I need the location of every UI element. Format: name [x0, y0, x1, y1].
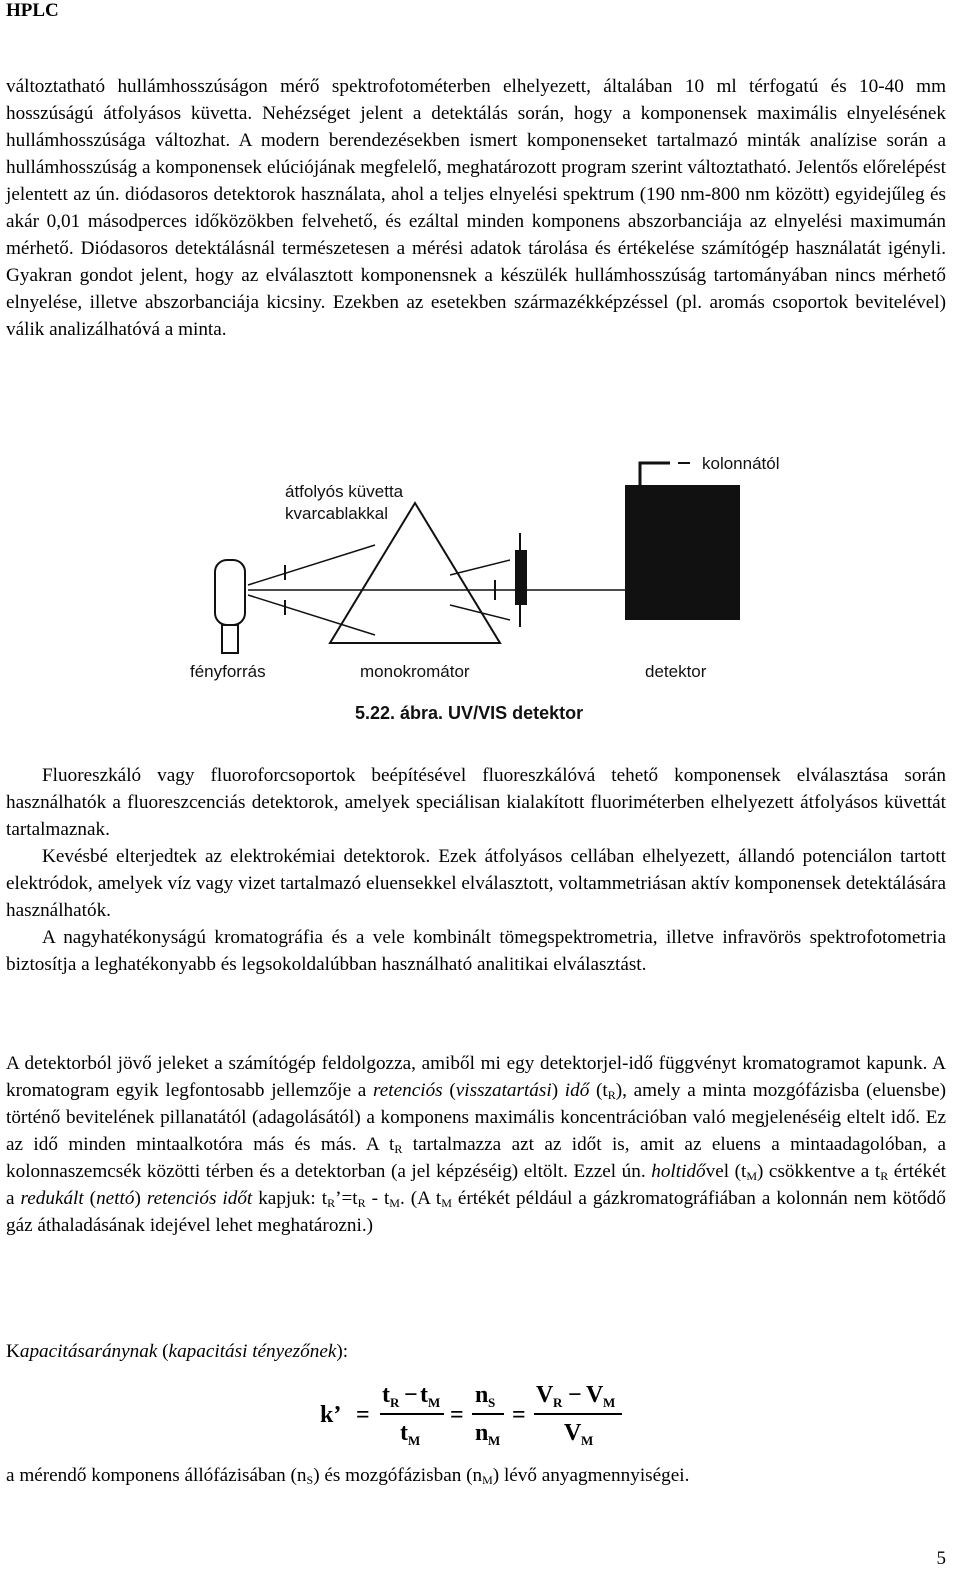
formula-num-vm-sub: M	[603, 1395, 616, 1410]
formula-den-nm: n	[475, 1420, 489, 1446]
label-monochromator: monokromátor	[360, 662, 470, 681]
formula-den-vm: V	[564, 1420, 582, 1446]
column-tube	[640, 463, 670, 485]
capacity-heading	[6, 1338, 946, 1365]
formula-minus-2: −	[568, 1382, 582, 1408]
label-cuvette-line1: átfolyós küvetta	[285, 482, 404, 501]
exit-beam-lower	[450, 605, 510, 620]
running-header: HPLC	[6, 0, 59, 21]
capacity-factor-formula	[320, 1378, 640, 1448]
label-cuvette-line2: kvarcablakkal	[285, 504, 388, 523]
formula-den-tm: t	[400, 1420, 408, 1446]
label-detector: detektor	[645, 662, 707, 681]
formula-graphic	[320, 1378, 640, 1448]
formula-lhs: k’	[320, 1402, 342, 1428]
light-source-bulb	[215, 560, 245, 625]
prism	[330, 503, 500, 643]
formula-eq-3: =	[512, 1402, 526, 1428]
page-number: 5	[936, 1548, 946, 1569]
formula-den-vm-sub: M	[581, 1433, 594, 1448]
heading-capacity-factor: Kapacitásaránynak (kapacitási tényezőnek):	[6, 1341, 349, 1362]
body-paragraph-retention	[6, 1050, 946, 1239]
formula-den-nm-sub: M	[488, 1433, 501, 1448]
formula-eq-2: =	[450, 1402, 464, 1428]
paragraph-mass-spec: A nagyhatékonyságú kromatográfia és a vele kombinált tömegspektrometria, illetve infravörös spektrofotometria biztosítja a leghatékonyabb és legsokoldalúbban használható analitikai elválasztást.	[6, 927, 946, 975]
formula-num-vr-sub: R	[553, 1395, 563, 1410]
body-paragraphs-other-detectors	[6, 762, 946, 978]
formula-eq-1: =	[356, 1402, 370, 1428]
figure-caption: 5.22. ábra. UV/VIS detektor	[355, 703, 584, 723]
label-light-source: fényforrás	[190, 662, 266, 681]
figure-uv-vis-detector	[170, 455, 790, 735]
flow-cuvette	[515, 550, 527, 605]
detector-block	[625, 485, 740, 620]
body-paragraph-amounts	[6, 1462, 946, 1489]
formula-num-vm: V	[586, 1382, 604, 1408]
uv-vis-detector-diagram	[170, 455, 790, 735]
formula-num-tm-sub: M	[428, 1395, 441, 1410]
paragraph-retention-time: A detektorból jövő jeleket a számítógép feldolgozza, amiből mi egy detektorjel-idő függvényt kromatogramot kapunk. A kromatogram egyik legfontosabb jellemzője a retenciós (visszatartási) idő $(t_R)$, amely a minta mozgófázisba (eluensbe) történő bevitelének pillanatától (adagolásától) a komponens maximális koncentrációban való megjelenéséig eltelt idő. Ez az idő minden mintaalkotóra más és más. A $t_R$ tartalmazza azt az időt is, amit az eluens a mintaadagolóban, a kolonnaszemcsék közötti térben és a detektorban (a jel képzéséig) eltölt. Ezzel ún. holtidővel $(t_M)$ csökkentve a $t_R$ értékét a redukált (nettó) retenciós időt kapjuk: $t_R’=t_R - t_M$. (A $t_M$ értékét például a gázkromatográfiában a kolonnán nem kötődő gáz áthaladásának idejével lehet meghatározni.)	[6, 1053, 946, 1236]
formula-num-ns: n	[475, 1382, 489, 1408]
formula-num-tr: t	[382, 1382, 390, 1408]
paragraph-fluorescence: Fluoreszkáló vagy fluoroforcsoportok beépítésével fluoreszkálóvá tehető komponensek elválasztása során használhatók a fluoreszcenciás detektorok, amelyek speciálisan kialakított fluoriméterben elhelyezett átfolyásos küvettát tartalmaznak.	[6, 765, 946, 840]
paragraph-electrochemical: Kevésbé elterjedtek az elektrokémiai detektorok. Ezek átfolyásos cellában elhelyezett, állandó potenciálon tartott elektródok, amelyek víz vagy vizet tartalmazó eluensekkel elválasztott, voltammetriásan aktív komponensek detektálására használhatók.	[6, 846, 946, 921]
light-source-base	[222, 625, 238, 653]
formula-minus-1: −	[404, 1382, 418, 1408]
formula-num-tr-sub: R	[390, 1395, 400, 1410]
formula-den-tm-sub: M	[408, 1433, 421, 1448]
label-from-column: kolonnától	[702, 455, 780, 473]
beam-upper	[248, 545, 375, 585]
paragraph-amounts: a mérendő komponens állófázisában $(n_S)$ és mozgófázisban $(n_M)$ lévő anyagmennyiségei.	[6, 1465, 690, 1487]
formula-num-tm: t	[420, 1382, 428, 1408]
exit-beam-upper	[450, 560, 510, 575]
formula-num-ns-sub: S	[488, 1395, 496, 1410]
body-paragraph-detectors	[6, 73, 946, 343]
paragraph-uv-vis: változtatható hullámhosszúságon mérő spektrofotométerben elhelyezett, általában 10 ml térfogatú és 10-40 mm hosszúságú átfolyásos küvetta. Nehézséget jelent a detektálás során, hogy a komponensek maximális elnyelésének hullámhosszúsága változhat. A modern berendezésekben ismert komponenseket tartalmazó minták analízise során a hullámhosszúság a komponensek elúciójának megfelelő, meghatározott program szerint változtatható. Jelentős előrelépést jelentett az ún. diódasoros detektorok használata, ahol a teljes elnyelési spektrum (190 nm-800 nm között) egyidejűleg és akár 0,01 másodperces időközökben felvehető, és ezáltal minden komponens abszorbanciája az elnyelési maximumán mérhető. Diódasoros detektálásnál természetesen a mérési adatok tárolása és értékelése számítógép használatát igényli. Gyakran gondot jelent, hogy az elválasztott komponensnek a készülék hullámhosszúság tartományában nincs mérhető elnyelése, illetve abszorbanciája kicsiny. Ezekben az esetekben származékképzéssel (pl. aromás csoportok bevitelével) válik analizálhatóvá a minta.	[6, 76, 946, 340]
formula-num-vr: V	[536, 1382, 554, 1408]
